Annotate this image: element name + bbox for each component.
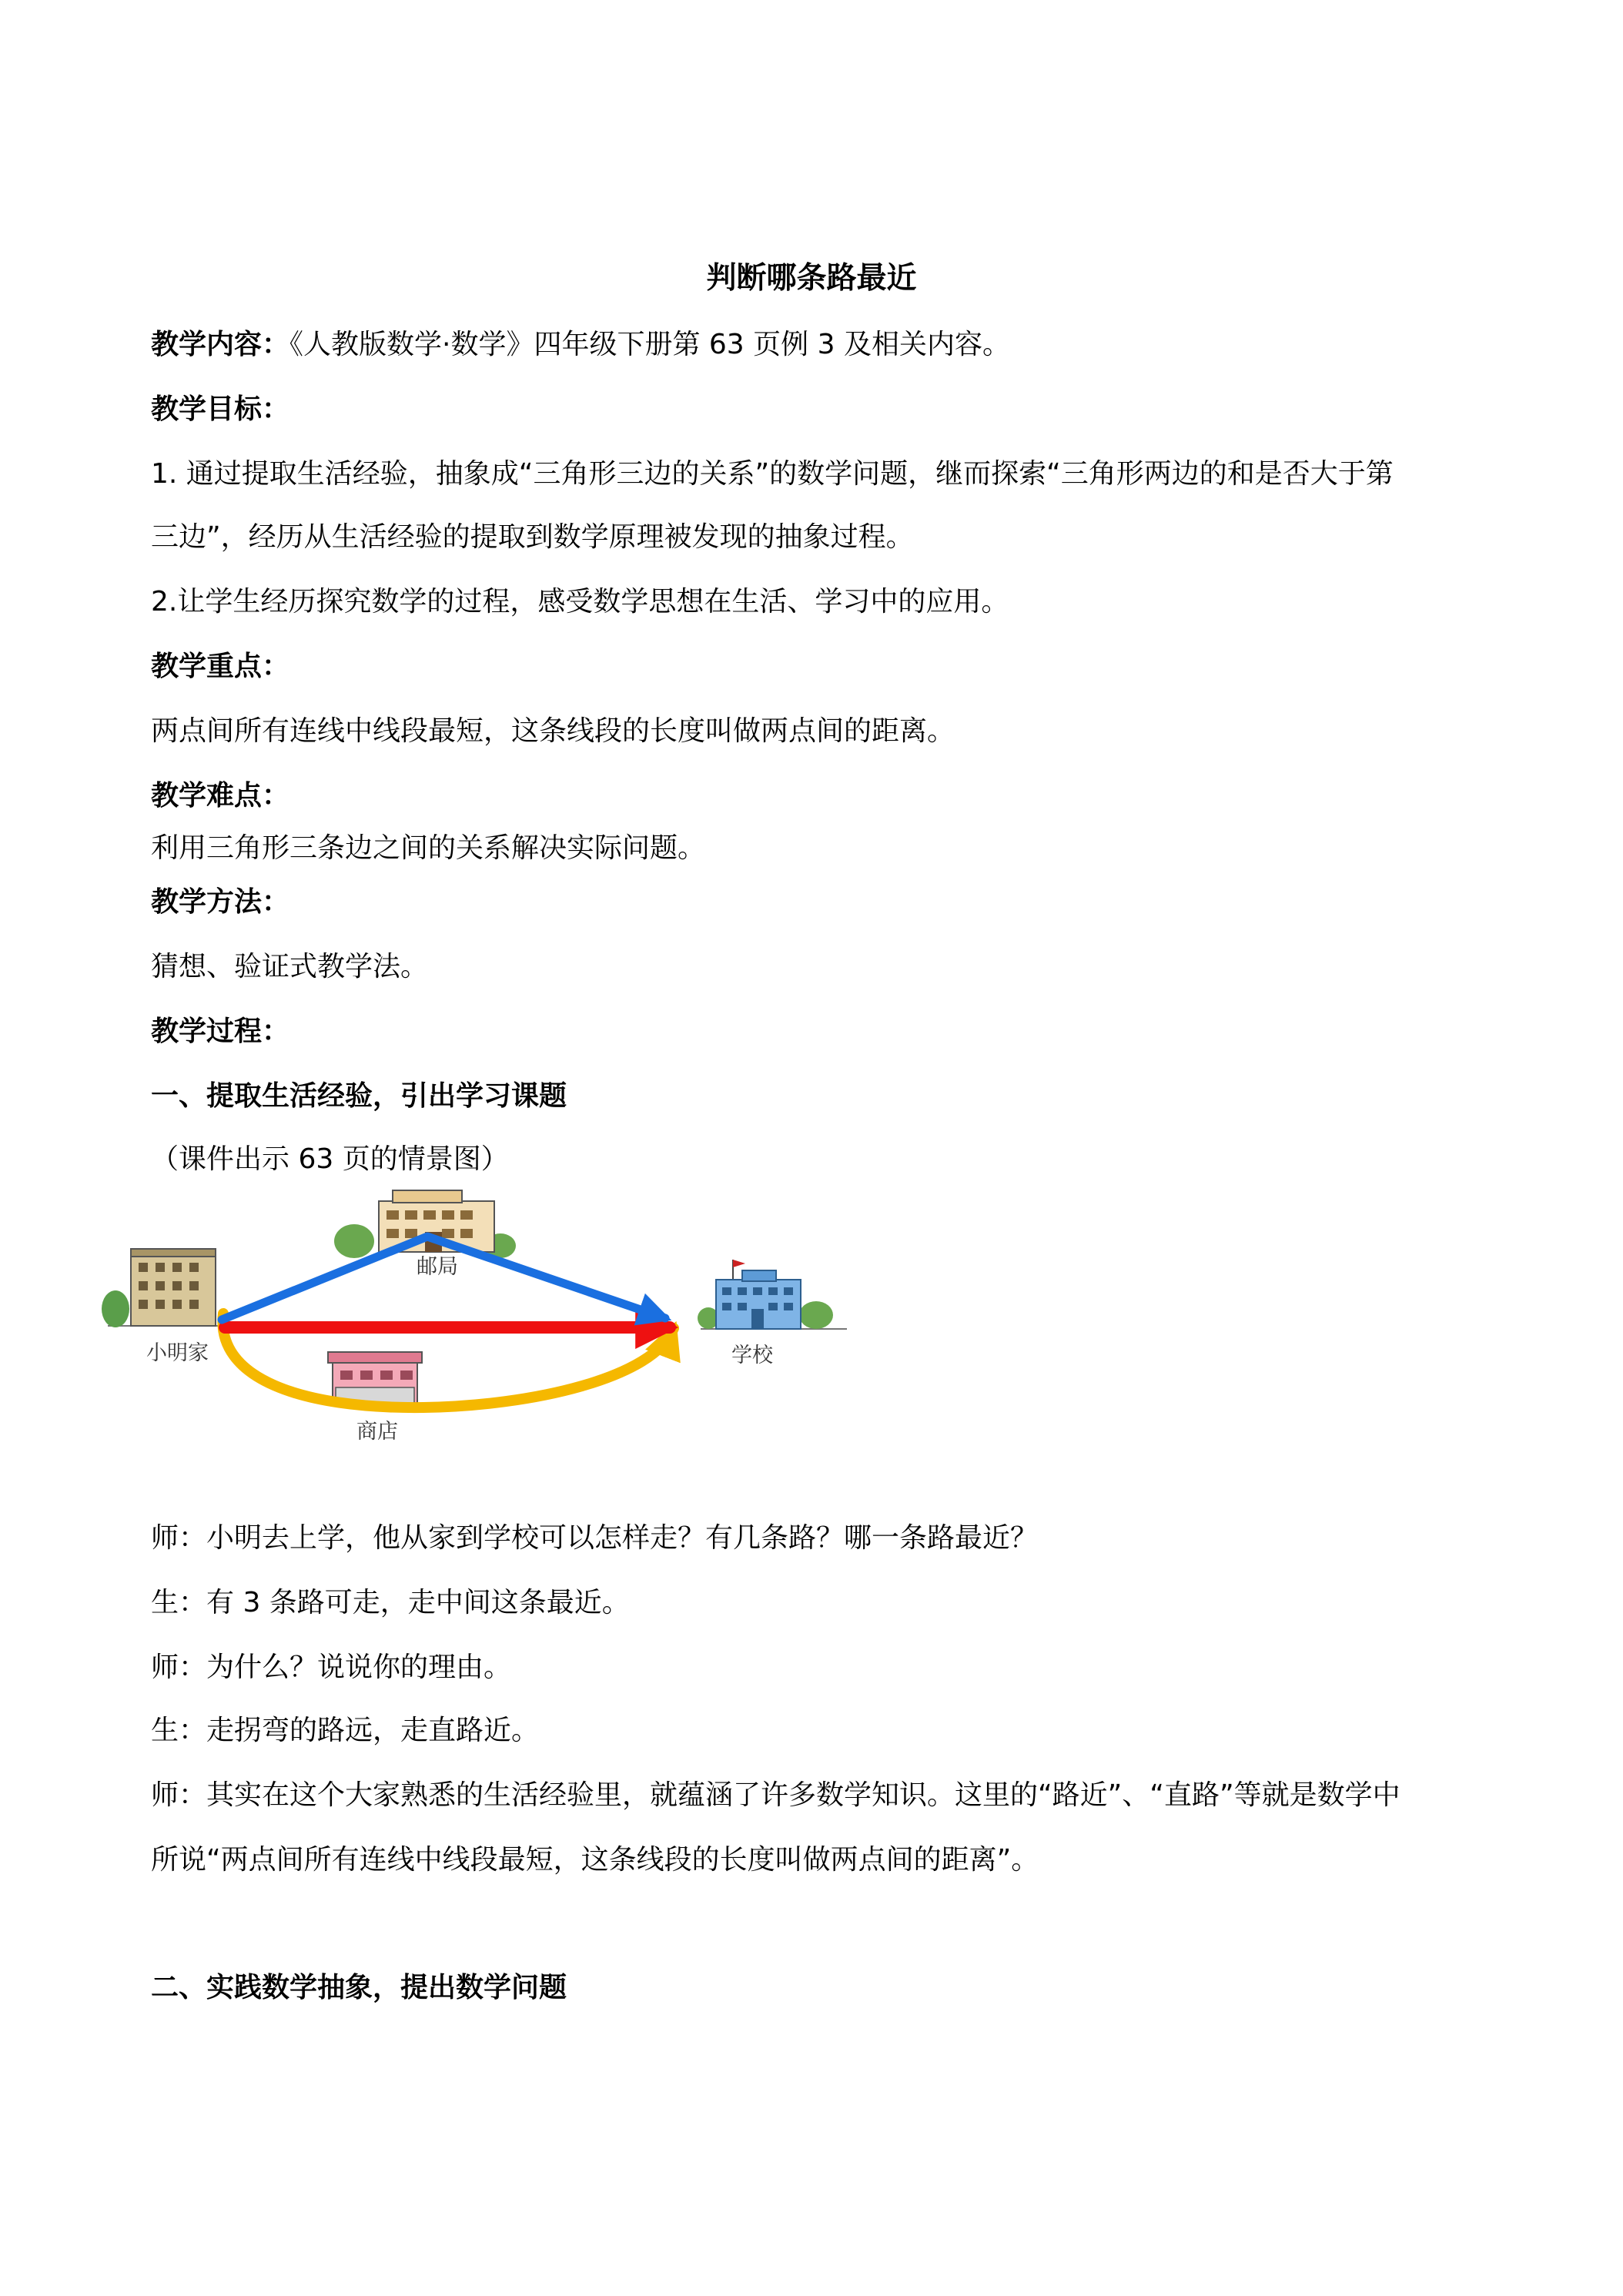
closing-line-1: 师：其实在这个大家熟悉的生活经验里，就蕴涵了许多数学知识。这里的“路近”、“直路”等就是数学中 <box>151 1779 1400 1811</box>
shop-label: 商店 <box>356 1420 398 1444</box>
dialogue-line-2: 生：有 3 条路可走，走中间这条最近。 <box>151 1587 630 1618</box>
method-heading: 教学方法： <box>151 886 290 918</box>
dialogue-line-1: 师：小明去上学，他从家到学校可以怎样走？有几条路？哪一条路最近？ <box>151 1522 1039 1554</box>
courseware-note: （课件出示 63 页的情景图） <box>151 1143 509 1175</box>
teaching-content-text: 《人教版数学·数学》四年级下册第 63 页例 3 及相关内容。 <box>289 329 1010 360</box>
objective-2: 2.让学生经历探究数学的过程，感受数学思想在生活、学习中的应用。 <box>151 586 1009 618</box>
route-diagram-svg <box>100 1186 878 1455</box>
closing-line-2: 所说“两点间所有连线中线段最短，这条线段的长度叫做两点间的距离”。 <box>151 1844 1039 1876</box>
dialogue-line-3: 师：为什么？说说你的理由。 <box>151 1652 512 1683</box>
objectives-heading: 教学目标： <box>151 393 290 425</box>
school-label: 学校 <box>731 1344 773 1367</box>
school-building-icon <box>698 1260 833 1329</box>
home-label: 小明家 <box>146 1341 209 1365</box>
teaching-content-line <box>151 325 1491 365</box>
document-title: 判断哪条路最近 <box>706 261 917 296</box>
post-office-label: 邮局 <box>417 1255 458 1279</box>
dialogue-line-4: 生：走拐弯的路远，走直路近。 <box>151 1715 540 1746</box>
key-point-text: 两点间所有连线中线段最短，这条线段的长度叫做两点间的距离。 <box>151 715 955 747</box>
method-text: 猜想、验证式教学法。 <box>151 951 429 982</box>
section-1-heading: 一、提取生活经验，引出学习课题 <box>151 1080 567 1112</box>
route-diagram <box>100 1186 878 1455</box>
difficulty-heading: 教学难点： <box>151 780 290 812</box>
section-2-heading: 二、实践数学抽象，提出数学问题 <box>151 1972 567 2003</box>
home-building-icon <box>102 1249 216 1327</box>
difficulty-text: 利用三角形三条边之间的关系解决实际问题。 <box>151 832 706 864</box>
objective-1-line-1: 1. 通过提取生活经验，抽象成“三角形三边的关系”的数学问题，继而探索“三角形两边的和是否大于第 <box>151 458 1394 490</box>
objective-1-line-2: 三边”，经历从生活经验的提取到数学原理被发现的抽象过程。 <box>151 521 914 553</box>
teaching-content-label: 教学内容： <box>151 329 290 360</box>
post-office-building-icon <box>334 1190 516 1258</box>
key-point-heading: 教学重点： <box>151 651 290 682</box>
process-heading: 教学过程： <box>151 1016 290 1047</box>
